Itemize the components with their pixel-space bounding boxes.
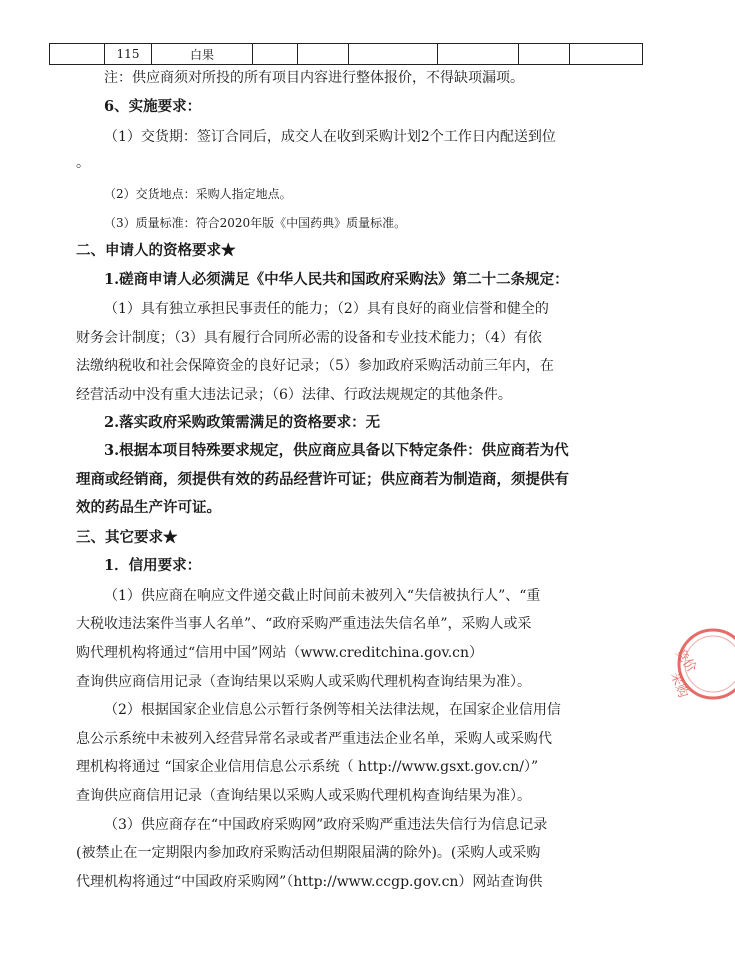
qualification-2: 2.落实政府采购政策需满足的资格要求：无	[104, 414, 381, 431]
qualification-1-title: 1.磋商申请人必须满足《中华人民共和国政府采购法》第二十二条规定：	[104, 271, 569, 288]
credit-2-line: 息公示系统中未被列入经营异常名录或者严重违法企业名单，采购人或采购代	[76, 731, 552, 747]
red-seal-stamp	[655, 622, 735, 702]
credit-3-line: （3）供应商存在“中国政府采购网”政府采购严重违法失信行为信息记录	[104, 817, 548, 833]
credit-2-line: 理机构将通过 “国家企业信用信息公示系统（ http://www.gsxt.gov.cn/）”	[76, 759, 539, 775]
table-cell	[253, 44, 298, 65]
delivery-period-cont: 。	[76, 155, 90, 171]
section-3-title: 三、其它要求★	[76, 529, 178, 546]
section-2-title: 二、申请人的资格要求★	[76, 242, 236, 259]
table-cell-index: 115	[105, 44, 152, 65]
table-cell	[349, 44, 438, 65]
qualification-3-line: 3.根据本项目特殊要求规定，供应商应具备以下特定条件：供应商若为代	[104, 442, 569, 459]
table-cell	[519, 44, 570, 65]
table-cell-name: 白果	[152, 44, 253, 65]
table-cell	[438, 44, 519, 65]
credit-2-line: 查询供应商信用记录（查询结果以采购人或采购代理机构查询结果为准）。	[76, 788, 531, 804]
product-table-row	[49, 43, 643, 65]
credit-1-line: 大税收违法案件当事人名单”、“政府采购严重违法失信名单”，采购人或采	[76, 616, 532, 632]
section-6-title: 6、实施要求：	[104, 98, 202, 115]
credit-title: 1．信用要求：	[104, 557, 202, 574]
quality-standard: （3）质量标准：符合2020年版《中国药典》质量标准。	[104, 216, 407, 230]
svg-text:采购: 采购	[667, 670, 691, 700]
qualification-3-line: 效的药品生产许可证。	[76, 499, 221, 516]
credit-1-line: 查询供应商信用记录（查询结果以采购人或采购代理机构查询结果为准）。	[76, 674, 531, 690]
credit-1-line: 购代理机构将通过“信用中国”网站（www.creditchina.gov.cn）	[76, 645, 484, 661]
delivery-period: （1）交货期：签订合同后，成交人在收到采购计划2个工作日内配送到位	[104, 129, 556, 145]
table-cell	[298, 44, 349, 65]
table-cell	[50, 44, 105, 65]
credit-3-line: (被禁止在一定期限内参加政府采购活动但期限届满的除外)。(采购人或采购	[76, 845, 541, 861]
table-cell	[570, 44, 643, 65]
qualification-1-line: （1）具有独立承担民事责任的能力；（2）具有良好的商业信誉和健全的	[104, 301, 549, 317]
quote-note: 注：供应商须对所投的所有项目内容进行整体报价，不得缺项漏项。	[104, 70, 524, 86]
credit-2-line: （2）根据国家企业信息公示暂行条例等相关法律法规，在国家企业信用信	[104, 702, 561, 718]
qualification-1-line: 财务会计制度；（3）具有履行合同所必需的设备和专业技术能力；（4）有依	[76, 330, 542, 346]
qualification-1-line: 经营活动中没有重大违法记录；（6）法律、行政法规规定的其他条件。	[76, 387, 512, 403]
svg-text:竞价: 竞价	[671, 645, 699, 676]
qualification-1-line: 法缴纳税收和社会保障资金的良好记录；（5）参加政府采购活动前三年内，在	[76, 358, 554, 374]
qualification-3-line: 理商或经销商，须提供有效的药品经营许可证；供应商若为制造商，须提供有	[76, 471, 569, 488]
table-row	[50, 44, 643, 65]
credit-1-line: （1）供应商在响应文件递交截止时间前未被列入“失信被执行人”、“重	[104, 588, 541, 604]
delivery-location: （2）交货地点：采购人指定地点。	[104, 187, 292, 201]
credit-3-line: 代理机构将通过“中国政府采购网”（http://www.ccgp.gov.cn）网站查询供	[76, 874, 543, 890]
